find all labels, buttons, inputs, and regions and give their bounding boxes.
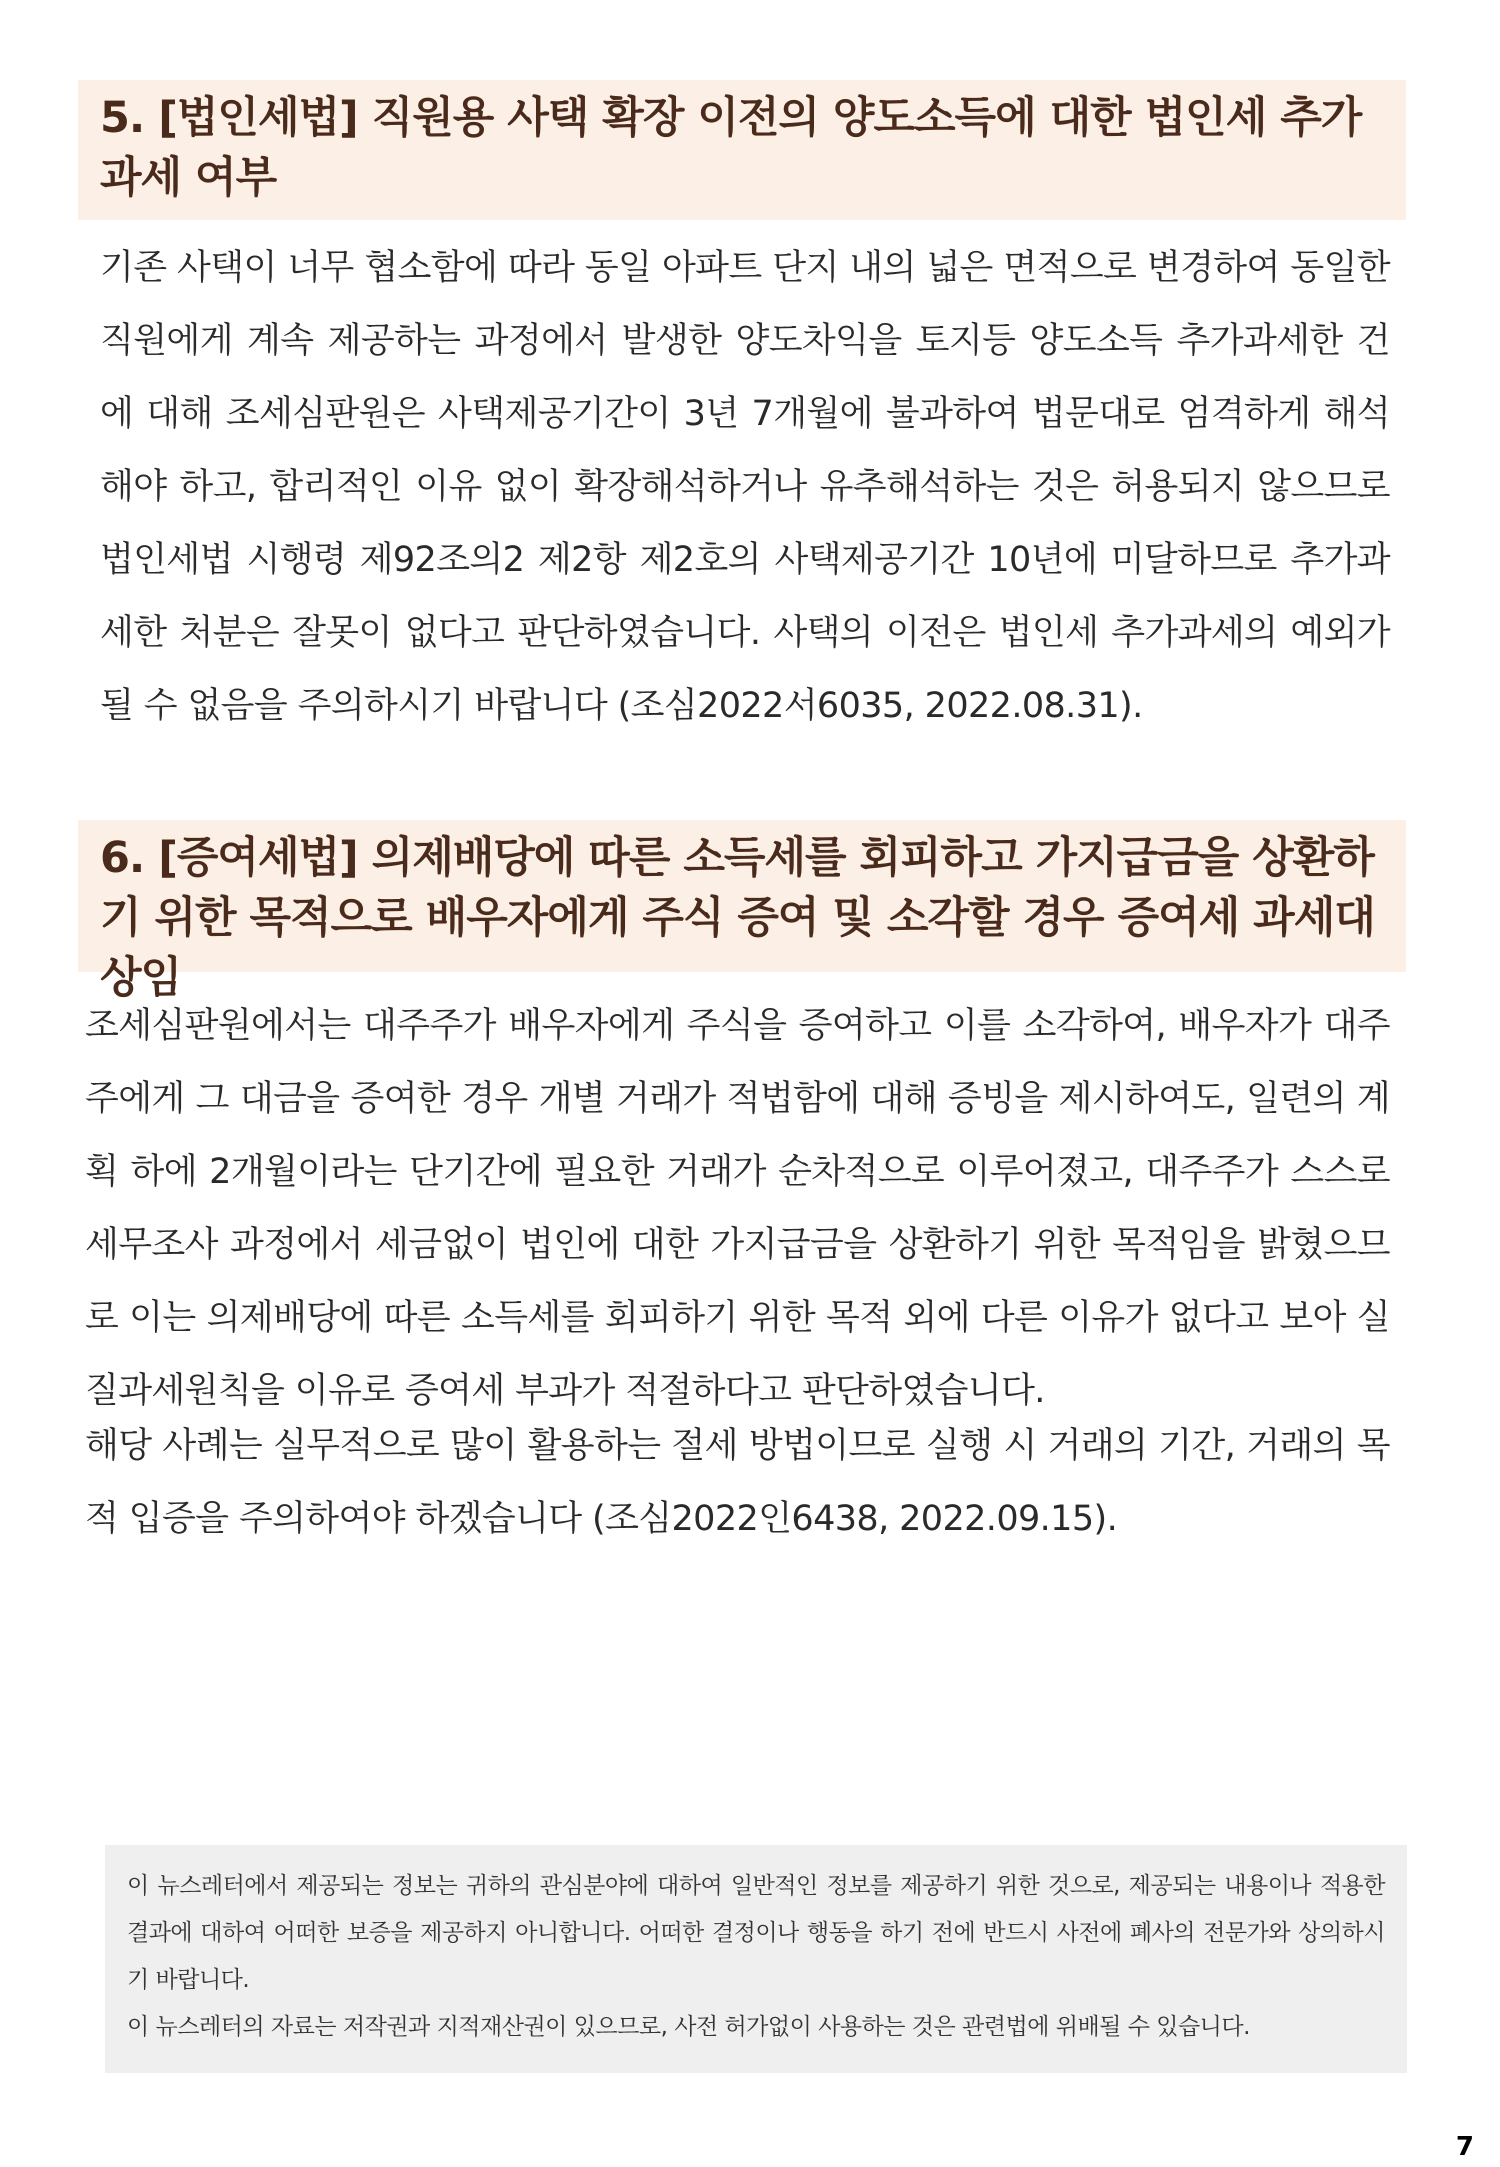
disclaimer-info: 이 뉴스레터에서 제공되는 정보는 귀하의 관심분야에 대하여 일반적인 정보를 제공하기 위한 것으로, 제공되는 내용이나 적용한 결과에 대하여 어떠한 보증을 제공하지 아니합니다. 어떠한 결정이나 행동을 하기 전에 반드시 사전에 폐사의 전문가와 상의하시기 바랍니다. <box>127 1873 1385 1993</box>
section-6-heading: 6. [증여세법] 의제배당에 따른 소득세를 회피하고 가지급금을 상환하기 위한 목적으로 배우자에게 주식 증여 및 소각할 경우 증여세 과세대상임 <box>78 820 1406 972</box>
page-number: 7 <box>1455 2132 1474 2162</box>
section-6-body: 조세심판원에서는 대주주가 배우자에게 주식을 증여하고 이를 소각하여, 배우자가 대주주에게 그 대금을 증여한 경우 개별 거래가 적법함에 대해 증빙을 제시하여도, 일련의 계획 하에 2개월이라는 단기간에 필요한 거래가 순차적으로 이루어졌고, 대주주가 스스로 세무조사 과정에서 세금없이 법인에 대한 가지급금을 상환하기 위한 목적임을 밝혔으므로 이는 의제배당에 따른 소득세를 회피하기 위한 목적 외에 다른 이유가 없다고 보아 실질과세원칙을 이유로 증여세 부과가 적절하다고 판단하였습니다. <box>85 1006 1390 1411</box>
disclaimer-copyright: 이 뉴스레터의 자료는 저작권과 지적재산권이 있으므로, 사전 허가없이 사용하는 것은 관련법에 위배될 수 있습니다. <box>127 2014 1250 2040</box>
section-5-heading: 5. [법인세법] 직원용 사택 확장 이전의 양도소득에 대한 법인세 추가과세 여부 <box>78 80 1406 220</box>
section-6-note: 해당 사례는 실무적으로 많이 활용하는 절세 방법이므로 실행 시 거래의 기간, 거래의 목적 입증을 주의하여야 하겠습니다 (조심2022인6438, 2022.09.15). <box>85 1426 1390 1539</box>
disclaimer-box <box>105 1845 1407 2073</box>
section-5-body: 기존 사택이 너무 협소함에 따라 동일 아파트 단지 내의 넓은 면적으로 변경하여 동일한 직원에게 계속 제공하는 과정에서 발생한 양도차익을 토지등 양도소득 추가과세한 건에 대해 조세심판원은 사택제공기간이 3년 7개월에 불과하여 법문대로 엄격하게 해석해야 하고, 합리적인 이유 없이 확장해석하거나 유추해석하는 것은 허용되지 않으므로 법인세법 시행령 제92조의2 제2항 제2호의 사택제공기간 10년에 미달하므로 추가과세한 처분은 잘못이 없다고 판단하였습니다. 사택의 이전은 법인세 추가과세의 예외가 될 수 없음을 주의하시기 바랍니다 (조심2022서6035, 2022.08.31). <box>100 248 1390 726</box>
